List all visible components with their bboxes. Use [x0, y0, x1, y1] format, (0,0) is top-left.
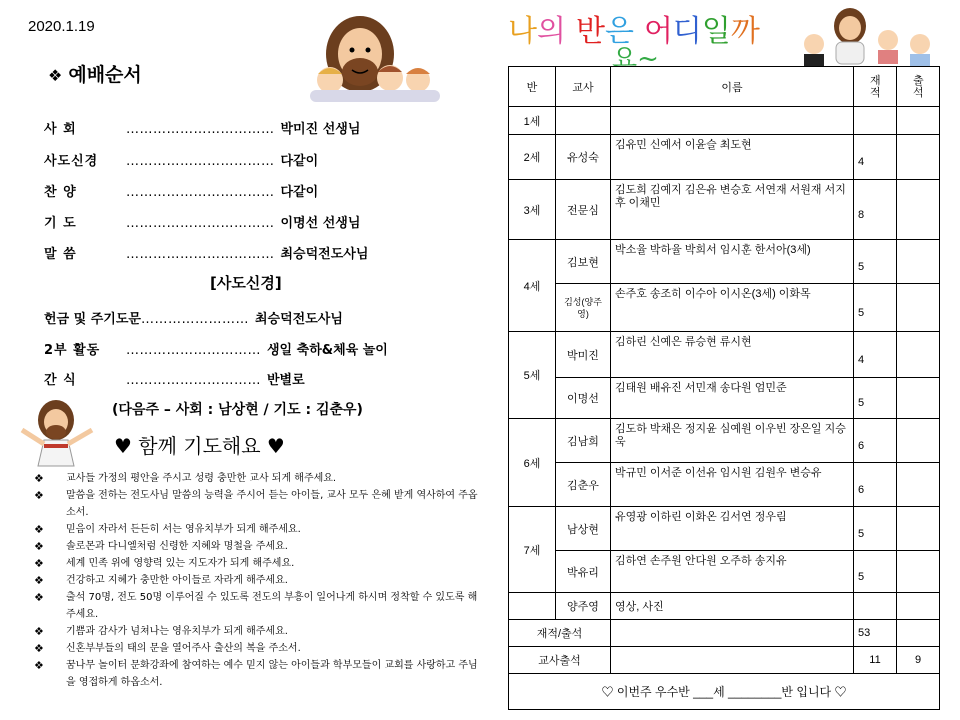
- diamond-bullet-icon: ❖: [34, 659, 44, 672]
- running-jesus-illustration: [14, 396, 98, 474]
- table-row: 6세 김남희 김도하 박채은 정지윤 심예원 이우빈 장은일 지승욱 6: [509, 419, 940, 463]
- prayer-item: ❖ 출석 70명, 전도 50명 이루어질 수 있도록 전도의 부흥이 일어나게 하시며 정착할 수 있도록 해주세요.: [34, 591, 478, 620]
- diamond-bullet-icon: ❖: [34, 523, 44, 536]
- diamond-bullet-icon: ❖: [34, 472, 44, 485]
- order-value: 생일 축하&체육 놀이: [267, 343, 388, 358]
- best-class-text: ♡ 이번주 우수반 ___세 ________반 입니다 ♡: [509, 674, 940, 710]
- diamond-bullet-icon: ❖: [34, 574, 44, 587]
- diamond-bullet-icon: ❖: [34, 540, 44, 553]
- title-letter: 반: [575, 14, 605, 49]
- next-week-note: (다음주 – 사회 : 남상현 / 기도 : 김춘우): [112, 402, 363, 418]
- order-row-snack: 간 식 ………………………… 반별로: [44, 373, 305, 388]
- table-row: 7세 남상현 유영광 이하린 이화온 김서연 정우림 5: [509, 507, 940, 551]
- order-value: 이명선 선생님: [280, 216, 361, 231]
- header-class: 반: [509, 67, 556, 107]
- diamond-bullet-icon: ❖: [34, 642, 44, 655]
- title-letter: 의: [536, 14, 566, 49]
- diamond-bullet-icon: ❖: [34, 591, 44, 604]
- prayer-item: ❖ 꿈나무 놀이터 문화강좌에 참여하는 예수 믿지 않는 아이들과 학부모들이 교회를 사랑하고 주님을 영접하게 하옵소서.: [34, 659, 478, 688]
- creed-heading: [사도신경]: [210, 274, 282, 292]
- prayer-item: ❖ 믿음이 자라서 든든히 서는 영유치부가 되게 해주세요.: [34, 523, 301, 536]
- table-row: 3세 전문심 김도희 김예지 김은유 변승호 서연재 서원재 서지후 이채민 8: [509, 180, 940, 240]
- order-row-offering: 헌금 및 주기도문…………………… 최승덕전도사님: [44, 312, 343, 327]
- title-letter: 일: [701, 14, 731, 49]
- title-letter: 나: [508, 14, 537, 49]
- order-row-activity: 2부 활동 ………………………… 생일 축하&체육 놀이: [44, 343, 388, 358]
- order-value: 박미진 선생님: [280, 122, 361, 137]
- order-value: 최승덕전도사님: [280, 247, 369, 262]
- table-row: 박유리 김하연 손주원 안다원 오주하 송지유 5: [509, 551, 940, 593]
- order-row-host: 사 회 …………………………… 박미진 선생님: [44, 122, 361, 137]
- title-letter: 어: [643, 14, 673, 49]
- date: 2020.1.19: [28, 18, 95, 35]
- table-header-row: [509, 67, 940, 107]
- prayer-list: [30, 470, 480, 691]
- diamond-bullet-icon: ❖: [34, 557, 44, 570]
- worship-order-label: 예배순서: [68, 64, 142, 86]
- header-names: 이름: [611, 67, 854, 107]
- title-letter: 디: [672, 14, 702, 49]
- prayer-item: ❖ 교사들 가정의 평안을 주시고 성령 충만한 교사 되게 해주세요.: [34, 472, 337, 485]
- order-value: 최승덕전도사님: [254, 312, 343, 327]
- order-row-creed: 사도신경 …………………………… 다같이: [44, 154, 319, 169]
- table-row: 이명선 김태원 배유진 서민재 송다원 엄민준 5: [509, 378, 940, 419]
- table-row: 1세: [509, 107, 940, 135]
- worship-order-title: [48, 60, 142, 87]
- header-teacher: 교사: [556, 67, 611, 107]
- table-row: 2세 유성숙 김유민 신예서 이윤슬 최도현 4: [509, 135, 940, 180]
- teacher-attendance-row: 교사출석 11 9: [509, 647, 940, 674]
- order-value: 다같이: [280, 154, 319, 169]
- diamond-bullet-icon: ❖: [34, 625, 44, 638]
- prayer-item: ❖ 솔로몬과 다니엘처럼 신령한 지혜와 명철을 주세요.: [34, 540, 288, 553]
- order-value: 반별로: [267, 373, 305, 388]
- prayer-item: ❖ 건강하고 지혜가 충만한 아이들로 자라게 해주세요.: [34, 574, 288, 587]
- diamond-bullet-icon: ❖: [34, 489, 44, 502]
- order-row-praise: 찬 양 …………………………… 다같이: [44, 185, 319, 200]
- jesus-children-illustration: [300, 14, 450, 104]
- prayer-item: ❖ 세계 민족 위에 영향력 있는 지도자가 되게 해주세요.: [34, 557, 295, 570]
- prayer-item: ❖ 신혼부부들의 태의 문을 열어주사 출산의 복을 주소서.: [34, 642, 301, 655]
- enrolled-total-row: 재적/출석 53: [509, 620, 940, 647]
- table-row: 5세 박미진 김하린 신예은 류승현 류시현 4: [509, 332, 940, 378]
- order-row-sermon: 말 씀 …………………………… 최승덕전도사님: [44, 247, 369, 262]
- table-row: 4세 김보현 박소율 박하율 박희서 임시훈 한서아(3세) 5: [509, 240, 940, 284]
- table-row: 김춘우 박규민 이서준 이선유 임시원 김원우 변승유 6: [509, 463, 940, 507]
- diamond-bullet-icon: ❖: [48, 66, 63, 85]
- order-row-prayer: 기 도 …………………………… 이명선 선생님: [44, 216, 361, 231]
- table-row: 양주영 영상, 사진: [509, 593, 940, 620]
- prayer-item: ❖ 말씀을 전하는 전도사님 말씀의 능력을 주시어 듣는 아이들, 교사 모두 은혜 받게 역사하여 주옵소서.: [34, 489, 478, 518]
- class-roster-table: [508, 66, 940, 710]
- bible-characters-illustration: [792, 4, 942, 66]
- class-title-line2: 요~: [612, 44, 659, 74]
- header-attendance: 출석: [897, 67, 940, 107]
- order-value: 다같이: [280, 185, 319, 200]
- best-class-row: [509, 674, 940, 710]
- prayer-item: ❖ 기쁨과 감사가 넘쳐나는 영유치부가 되게 해주세요.: [34, 625, 288, 638]
- header-enrolled: 재적: [854, 67, 897, 107]
- prayer-title: ♥ 함께 기도해요 ♥: [114, 434, 285, 458]
- title-letter: 까: [730, 14, 760, 49]
- table-row: 김성(양주영) 손주호 송조히 이수아 이시온(3세) 이화목 5: [509, 284, 940, 332]
- title-letter: 은: [604, 14, 634, 49]
